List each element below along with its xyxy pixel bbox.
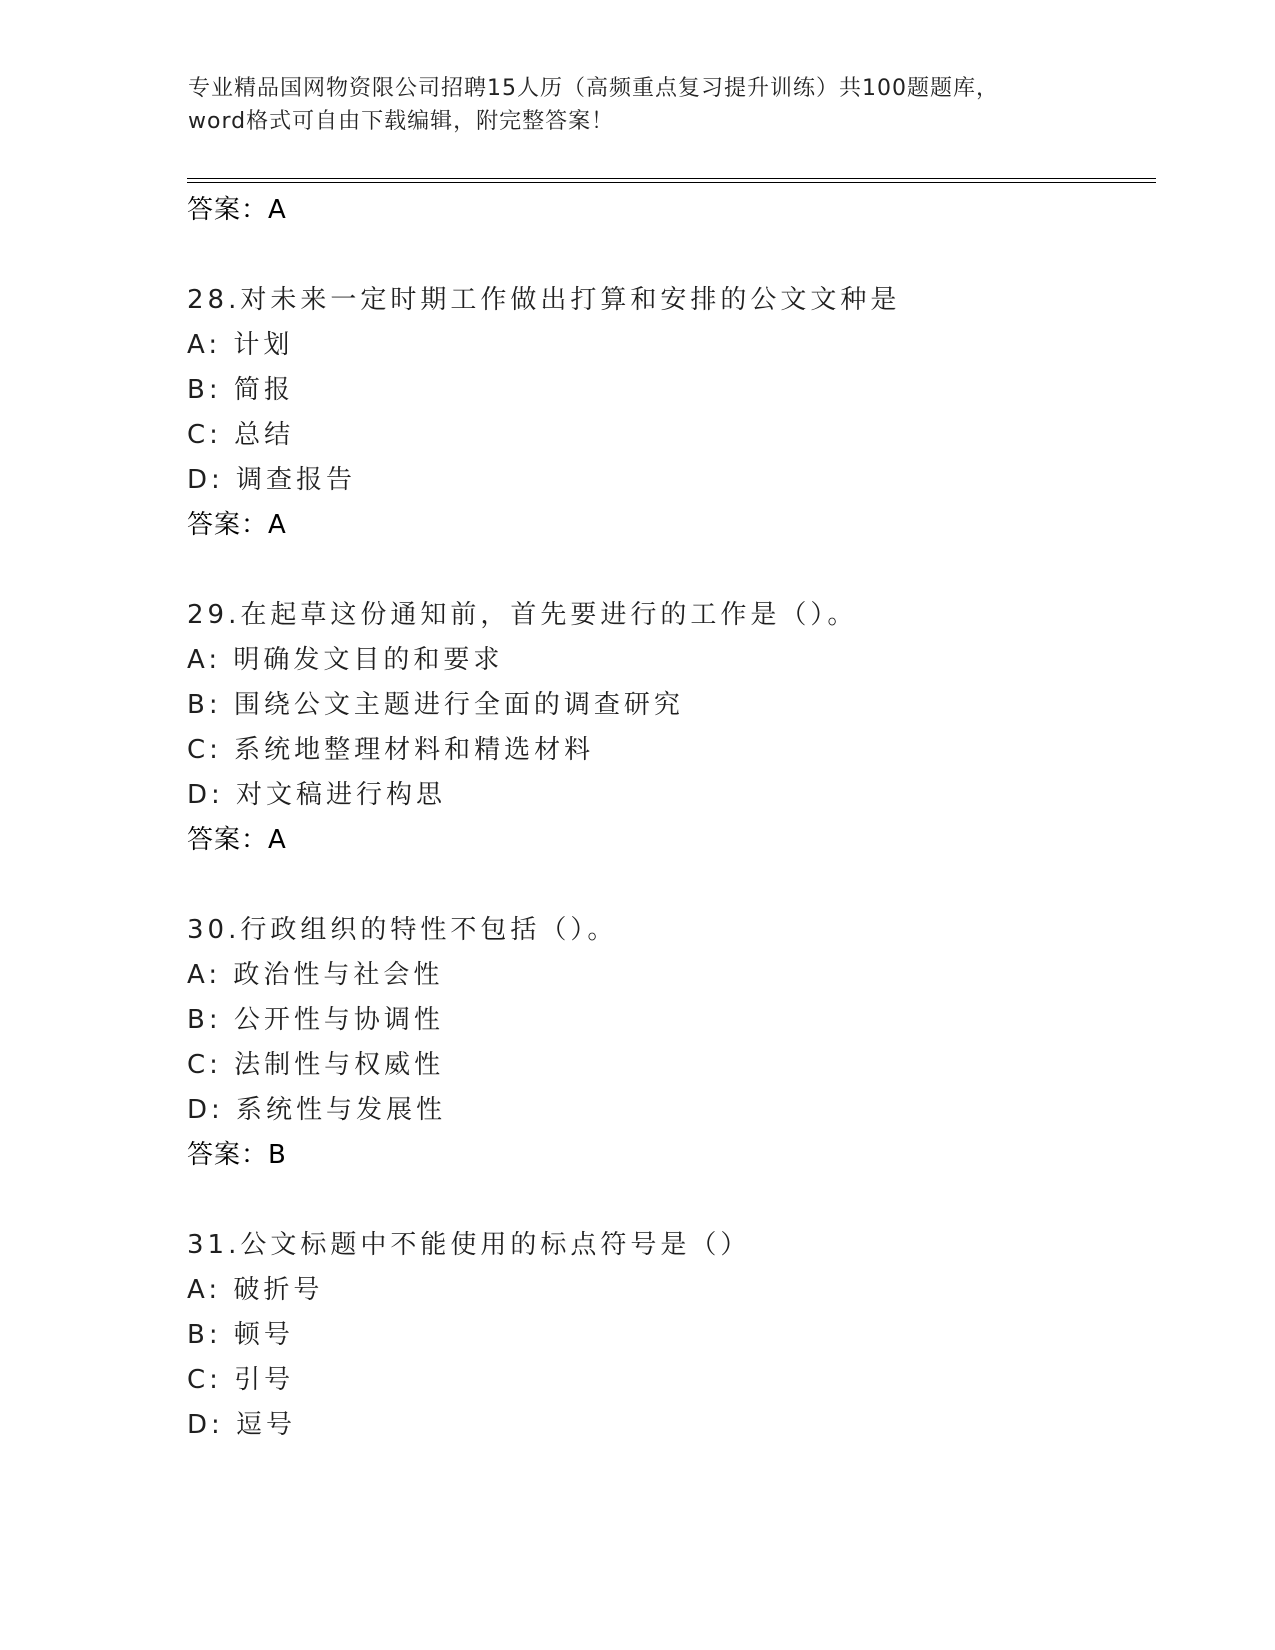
- answer: 答案：A: [187, 510, 287, 540]
- option-d: D: 系统性与发展性: [187, 1095, 447, 1125]
- option-a: A: 破折号: [187, 1275, 324, 1305]
- previous-answer: 答案：A: [187, 195, 287, 225]
- option-d: D: 逗号: [187, 1410, 297, 1440]
- option-c: C: 系统地整理材料和精选材料: [187, 735, 595, 765]
- question-stem: 30.行政组织的特性不包括（）。: [187, 915, 618, 945]
- question-stem: 31.公文标题中不能使用的标点符号是（）: [187, 1230, 751, 1260]
- option-c: C: 引号: [187, 1365, 295, 1395]
- option-d: D: 调查报告: [187, 465, 357, 495]
- question-stem: 28.对未来一定时期工作做出打算和安排的公文文种是: [187, 285, 901, 315]
- option-c: C: 法制性与权威性: [187, 1050, 445, 1080]
- header-divider: [187, 178, 1156, 183]
- option-a: A: 明确发文目的和要求: [187, 645, 504, 675]
- question-stem: 29.在起草这份通知前，首先要进行的工作是（）。: [187, 600, 858, 630]
- option-b: B: 公开性与协调性: [187, 1005, 444, 1035]
- option-b: B: 顿号: [187, 1320, 294, 1350]
- option-d: D: 对文稿进行构思: [187, 780, 447, 810]
- option-a: A: 政治性与社会性: [187, 960, 444, 990]
- document-header: 专业精品国网物资限公司招聘15人历（高频重点复习提升训练）共100题题库，word格式可自由下载编辑，附完整答案！: [188, 76, 999, 134]
- option-c: C: 总结: [187, 420, 295, 450]
- option-a: A: 计划: [187, 330, 294, 360]
- option-b: B: 围绕公文主题进行全面的调查研究: [187, 690, 684, 720]
- answer: 答案：A: [187, 825, 287, 855]
- answer: 答案：B: [187, 1140, 287, 1170]
- option-b: B: 简报: [187, 375, 294, 405]
